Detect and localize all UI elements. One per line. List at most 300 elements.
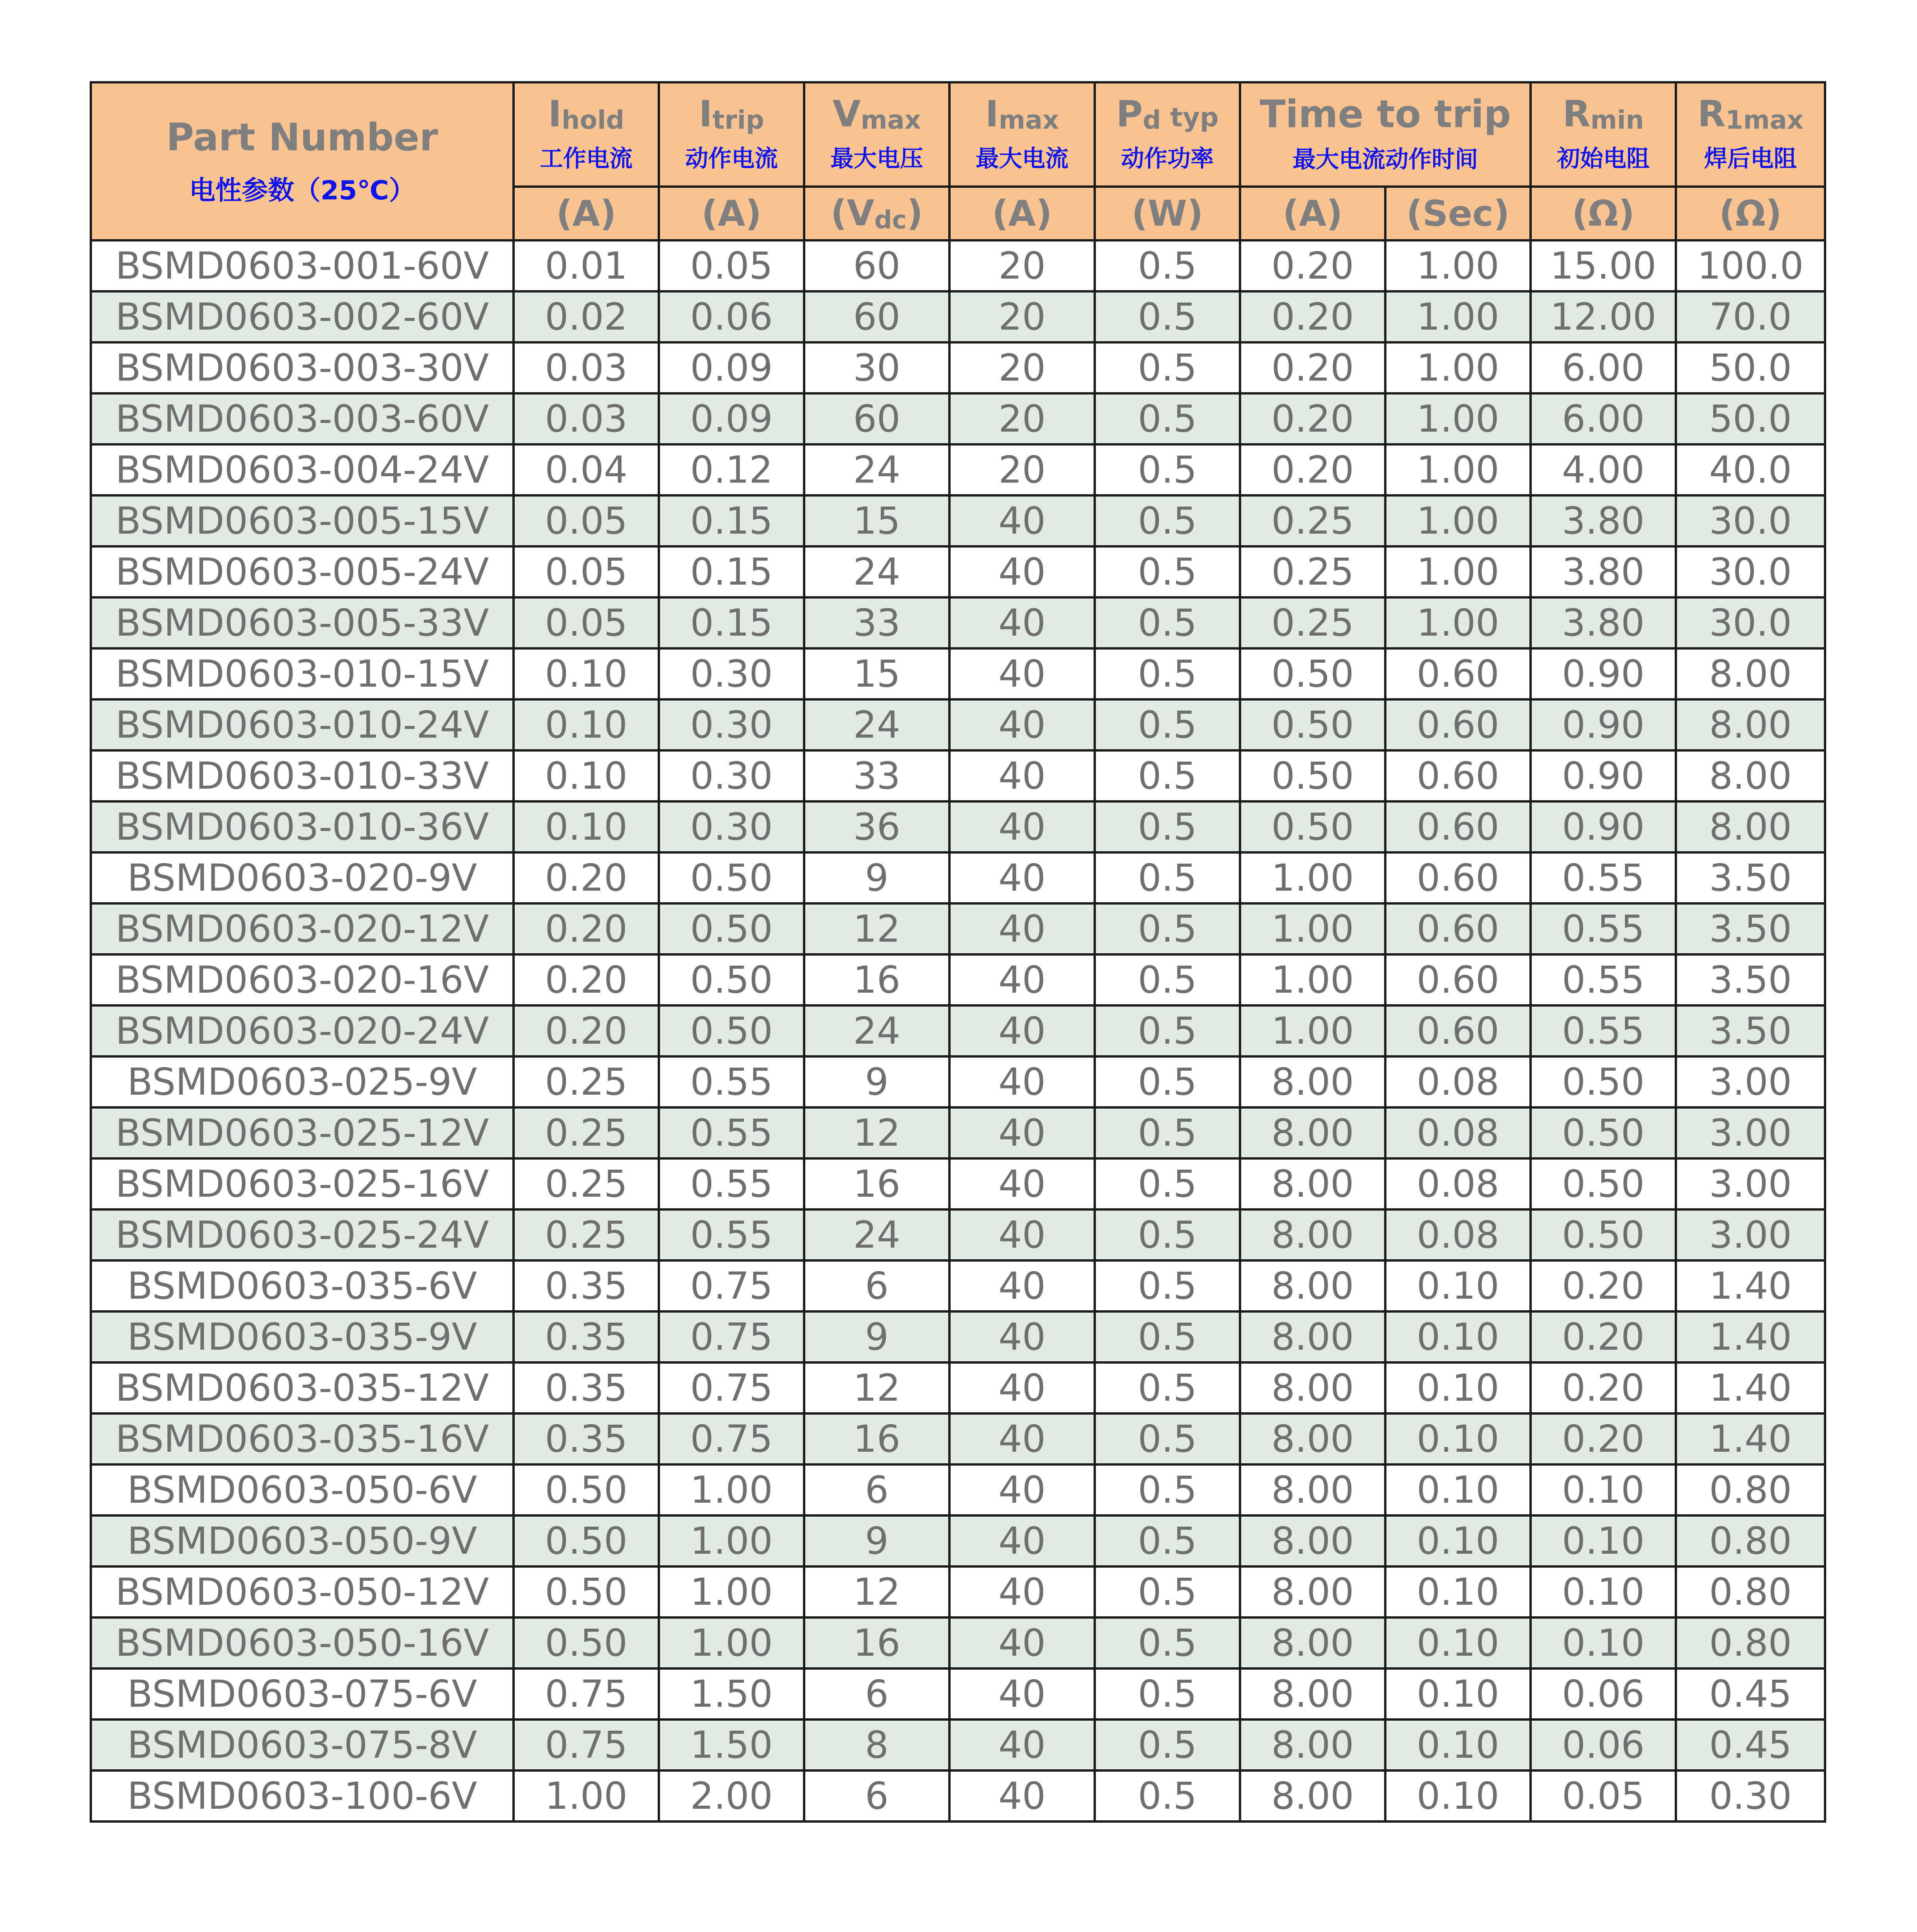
table-row <box>91 1464 1825 1515</box>
table-row <box>91 1617 1825 1668</box>
ihold-cell: 0.10 <box>514 801 659 852</box>
r1max-cell: 3.50 <box>1676 852 1825 903</box>
imax-cell: 40 <box>949 1770 1095 1821</box>
part-number-cell: BSMD0603-020-16V <box>91 954 514 1005</box>
part-number-cell: BSMD0603-005-15V <box>91 495 514 546</box>
rmin-cell: 0.50 <box>1531 1056 1676 1107</box>
vmax-cell: 24 <box>804 444 949 495</box>
rmin-cell: 0.50 <box>1531 1107 1676 1158</box>
imax-cell: 20 <box>949 342 1095 393</box>
rmin-cell: 0.05 <box>1531 1770 1676 1821</box>
vmax-cell: 12 <box>804 903 949 954</box>
itrip-cell: 0.55 <box>659 1107 804 1158</box>
vmax-cell: 6 <box>804 1668 949 1719</box>
ihold-cell: 0.10 <box>514 750 659 801</box>
vmax-cell: 9 <box>804 1056 949 1107</box>
pd-typ-label: typ <box>1161 102 1219 133</box>
imax-cell: 40 <box>949 1056 1095 1107</box>
table-row <box>91 1362 1825 1413</box>
rmin-cell: 0.55 <box>1531 903 1676 954</box>
ihold-cell: 0.02 <box>514 291 659 342</box>
imax-cell: 40 <box>949 801 1095 852</box>
pd-cell: 0.5 <box>1095 648 1240 699</box>
trip-current-cell: 8.00 <box>1240 1515 1385 1566</box>
r1max-unit: (Ω) <box>1676 187 1825 240</box>
part-number-cell: BSMD0603-005-24V <box>91 546 514 597</box>
rmin-cell: 12.00 <box>1531 291 1676 342</box>
ihold-cell: 0.25 <box>514 1209 659 1260</box>
pd-symbol: P <box>1116 93 1143 135</box>
trip-current-cell: 1.00 <box>1240 1005 1385 1056</box>
imax-cell: 40 <box>949 852 1095 903</box>
part-number-cell: BSMD0603-020-24V <box>91 1005 514 1056</box>
pd-cell: 0.5 <box>1095 1158 1240 1209</box>
imax-cell: 40 <box>949 1413 1095 1464</box>
rmin-symbol: R <box>1562 93 1591 135</box>
r1max-cell: 8.00 <box>1676 699 1825 750</box>
vmax-cell: 16 <box>804 1413 949 1464</box>
itrip-cell: 2.00 <box>659 1770 804 1821</box>
rmin-cell: 0.10 <box>1531 1566 1676 1617</box>
itrip-cell: 0.12 <box>659 444 804 495</box>
rmin-cell: 3.80 <box>1531 546 1676 597</box>
pd-cn-label: 动作功率 <box>1121 145 1214 173</box>
ihold-cell: 0.20 <box>514 903 659 954</box>
itrip-cell: 1.00 <box>659 1515 804 1566</box>
time-to-trip-seconds-unit: (Sec) <box>1385 187 1531 240</box>
pd-cell: 0.5 <box>1095 597 1240 648</box>
r1max-symbol: R <box>1697 93 1726 135</box>
vmax-cell: 60 <box>804 393 949 444</box>
imax-unit: (A) <box>949 187 1095 240</box>
table-row <box>91 750 1825 801</box>
table-row <box>91 1107 1825 1158</box>
pd-cell: 0.5 <box>1095 240 1240 291</box>
ihold-cell: 0.04 <box>514 444 659 495</box>
pd-cell: 0.5 <box>1095 750 1240 801</box>
part-number-cell: BSMD0603-010-24V <box>91 699 514 750</box>
r1max-cell: 0.80 <box>1676 1566 1825 1617</box>
rmin-cell: 0.90 <box>1531 699 1676 750</box>
rmin-cell: 0.20 <box>1531 1311 1676 1362</box>
trip-time-cell: 1.00 <box>1385 393 1531 444</box>
rmin-subscript: min <box>1590 105 1644 135</box>
pd-header <box>1095 82 1240 187</box>
vmax-subscript: max <box>861 105 921 135</box>
pd-cell: 0.5 <box>1095 1413 1240 1464</box>
itrip-cell: 0.55 <box>659 1056 804 1107</box>
pd-cell: 0.5 <box>1095 954 1240 1005</box>
r1max-cell: 3.50 <box>1676 1005 1825 1056</box>
trip-time-cell: 0.10 <box>1385 1515 1531 1566</box>
vmax-cell: 6 <box>804 1464 949 1515</box>
vmax-cell: 24 <box>804 699 949 750</box>
vmax-unit <box>804 187 949 240</box>
trip-time-cell: 0.10 <box>1385 1566 1531 1617</box>
trip-current-cell: 8.00 <box>1240 1770 1385 1821</box>
rmin-cell: 0.20 <box>1531 1260 1676 1311</box>
table-row <box>91 240 1825 291</box>
part-number-cell: BSMD0603-004-24V <box>91 444 514 495</box>
r1max-cell: 8.00 <box>1676 801 1825 852</box>
vmax-cell: 60 <box>804 240 949 291</box>
pd-cell: 0.5 <box>1095 1566 1240 1617</box>
rmin-cell: 3.80 <box>1531 597 1676 648</box>
trip-current-cell: 0.50 <box>1240 699 1385 750</box>
table-row <box>91 1668 1825 1719</box>
table-row <box>91 1311 1825 1362</box>
ihold-header <box>514 82 659 187</box>
itrip-cell: 1.50 <box>659 1668 804 1719</box>
rmin-cell: 0.06 <box>1531 1668 1676 1719</box>
trip-time-cell: 0.08 <box>1385 1107 1531 1158</box>
part-number-cell: BSMD0603-005-33V <box>91 597 514 648</box>
ihold-cell: 0.01 <box>514 240 659 291</box>
ihold-cell: 0.50 <box>514 1464 659 1515</box>
trip-current-cell: 8.00 <box>1240 1260 1385 1311</box>
ihold-cell: 0.50 <box>514 1566 659 1617</box>
ihold-cn-label: 工作电流 <box>540 145 633 173</box>
table-row <box>91 393 1825 444</box>
r1max-cell: 3.50 <box>1676 954 1825 1005</box>
imax-cell: 40 <box>949 1005 1095 1056</box>
ihold-cell: 0.05 <box>514 597 659 648</box>
part-number-cell: BSMD0603-003-30V <box>91 342 514 393</box>
itrip-cell: 0.30 <box>659 648 804 699</box>
imax-cell: 20 <box>949 393 1095 444</box>
vmax-unit-suffix: ) <box>907 192 923 234</box>
vmax-cell: 12 <box>804 1107 949 1158</box>
trip-time-cell: 0.08 <box>1385 1056 1531 1107</box>
rmin-cell: 0.90 <box>1531 750 1676 801</box>
trip-time-cell: 0.08 <box>1385 1209 1531 1260</box>
table-row <box>91 444 1825 495</box>
ptc-spec-table <box>90 81 1826 1823</box>
imax-cell: 20 <box>949 291 1095 342</box>
rmin-cell: 15.00 <box>1531 240 1676 291</box>
ihold-cell: 0.50 <box>514 1515 659 1566</box>
r1max-cell: 1.40 <box>1676 1311 1825 1362</box>
table-row <box>91 699 1825 750</box>
trip-time-cell: 1.00 <box>1385 291 1531 342</box>
part-number-cell: BSMD0603-050-16V <box>91 1617 514 1668</box>
pd-cell: 0.5 <box>1095 903 1240 954</box>
trip-time-cell: 0.10 <box>1385 1311 1531 1362</box>
ihold-cell: 0.20 <box>514 852 659 903</box>
imax-cell: 20 <box>949 444 1095 495</box>
part-number-cell: BSMD0603-003-60V <box>91 393 514 444</box>
ihold-cell: 0.10 <box>514 648 659 699</box>
r1max-cell: 3.00 <box>1676 1056 1825 1107</box>
trip-time-cell: 0.10 <box>1385 1260 1531 1311</box>
vmax-symbol: V <box>832 93 861 135</box>
trip-current-cell: 0.25 <box>1240 597 1385 648</box>
itrip-cell: 0.15 <box>659 597 804 648</box>
imax-cell: 40 <box>949 546 1095 597</box>
r1max-cell: 0.45 <box>1676 1719 1825 1770</box>
trip-current-cell: 8.00 <box>1240 1464 1385 1515</box>
imax-cell: 40 <box>949 1464 1095 1515</box>
rmin-cell: 0.55 <box>1531 1005 1676 1056</box>
ihold-cell: 0.75 <box>514 1668 659 1719</box>
itrip-cell: 0.30 <box>659 699 804 750</box>
table-row <box>91 546 1825 597</box>
ihold-cell: 0.25 <box>514 1056 659 1107</box>
ihold-cell: 0.05 <box>514 495 659 546</box>
pd-cell: 0.5 <box>1095 852 1240 903</box>
time-to-trip-cn-label: 最大电流动作时间 <box>1293 146 1478 173</box>
r1max-cell: 3.00 <box>1676 1209 1825 1260</box>
pd-cell: 0.5 <box>1095 1362 1240 1413</box>
trip-time-cell: 1.00 <box>1385 597 1531 648</box>
table-row <box>91 495 1825 546</box>
pd-cell: 0.5 <box>1095 1515 1240 1566</box>
pd-cell: 0.5 <box>1095 342 1240 393</box>
rmin-header <box>1531 82 1676 187</box>
r1max-cell: 8.00 <box>1676 648 1825 699</box>
imax-cell: 20 <box>949 240 1095 291</box>
rmin-cell: 0.06 <box>1531 1719 1676 1770</box>
itrip-cell: 0.30 <box>659 750 804 801</box>
trip-current-cell: 0.50 <box>1240 801 1385 852</box>
ihold-cell: 0.10 <box>514 699 659 750</box>
part-number-header <box>91 82 514 240</box>
imax-cell: 40 <box>949 1260 1095 1311</box>
table-row <box>91 1056 1825 1107</box>
r1max-cell: 3.00 <box>1676 1158 1825 1209</box>
r1max-subscript: 1max <box>1725 105 1804 135</box>
header-row-top <box>91 82 1825 187</box>
table-row <box>91 1005 1825 1056</box>
table-row <box>91 1158 1825 1209</box>
trip-current-cell: 8.00 <box>1240 1362 1385 1413</box>
imax-cell: 40 <box>949 699 1095 750</box>
trip-time-cell: 1.00 <box>1385 444 1531 495</box>
itrip-cell: 0.75 <box>659 1413 804 1464</box>
imax-cell: 40 <box>949 750 1095 801</box>
imax-cell: 40 <box>949 495 1095 546</box>
r1max-cell: 0.80 <box>1676 1464 1825 1515</box>
rmin-cell: 6.00 <box>1531 342 1676 393</box>
rmin-cell: 3.80 <box>1531 495 1676 546</box>
itrip-cell: 0.09 <box>659 393 804 444</box>
imax-cell: 40 <box>949 597 1095 648</box>
table-row <box>91 801 1825 852</box>
ihold-cell: 1.00 <box>514 1770 659 1821</box>
itrip-header <box>659 82 804 187</box>
trip-current-cell: 8.00 <box>1240 1107 1385 1158</box>
table-row <box>91 648 1825 699</box>
ihold-cell: 0.25 <box>514 1158 659 1209</box>
part-number-cell: BSMD0603-025-16V <box>91 1158 514 1209</box>
part-number-subtitle: 电性参数（25℃） <box>189 175 415 206</box>
part-number-cell: BSMD0603-010-33V <box>91 750 514 801</box>
r1max-cell: 1.40 <box>1676 1260 1825 1311</box>
table-row <box>91 1413 1825 1464</box>
r1max-cell: 100.0 <box>1676 240 1825 291</box>
rmin-cell: 0.10 <box>1531 1464 1676 1515</box>
ihold-cell: 0.35 <box>514 1260 659 1311</box>
imax-cell: 40 <box>949 1158 1095 1209</box>
trip-time-cell: 0.60 <box>1385 699 1531 750</box>
imax-cell: 40 <box>949 648 1095 699</box>
r1max-cell: 3.00 <box>1676 1107 1825 1158</box>
imax-header <box>949 82 1095 187</box>
part-number-cell: BSMD0603-020-9V <box>91 852 514 903</box>
r1max-cell: 0.80 <box>1676 1617 1825 1668</box>
trip-current-cell: 8.00 <box>1240 1056 1385 1107</box>
itrip-cell: 0.55 <box>659 1158 804 1209</box>
pd-cell: 0.5 <box>1095 393 1240 444</box>
pd-cell: 0.5 <box>1095 1617 1240 1668</box>
rmin-cell: 4.00 <box>1531 444 1676 495</box>
vmax-cell: 33 <box>804 597 949 648</box>
itrip-cell: 0.75 <box>659 1311 804 1362</box>
ihold-cell: 0.35 <box>514 1413 659 1464</box>
trip-time-cell: 0.60 <box>1385 903 1531 954</box>
trip-current-cell: 0.20 <box>1240 240 1385 291</box>
trip-current-cell: 8.00 <box>1240 1209 1385 1260</box>
vmax-header <box>804 82 949 187</box>
trip-current-cell: 8.00 <box>1240 1668 1385 1719</box>
part-number-cell: BSMD0603-020-12V <box>91 903 514 954</box>
table-row <box>91 903 1825 954</box>
trip-current-cell: 0.25 <box>1240 495 1385 546</box>
trip-current-cell: 0.20 <box>1240 444 1385 495</box>
table-row <box>91 1770 1825 1821</box>
trip-current-cell: 0.50 <box>1240 648 1385 699</box>
vmax-cell: 9 <box>804 852 949 903</box>
imax-cell: 40 <box>949 1311 1095 1362</box>
part-number-cell: BSMD0603-035-9V <box>91 1311 514 1362</box>
itrip-subscript: trip <box>712 105 764 135</box>
itrip-symbol: I <box>699 93 713 135</box>
pd-cell: 0.5 <box>1095 801 1240 852</box>
rmin-cell: 0.20 <box>1531 1413 1676 1464</box>
vmax-cell: 6 <box>804 1260 949 1311</box>
itrip-cell: 0.09 <box>659 342 804 393</box>
itrip-cell: 1.00 <box>659 1464 804 1515</box>
itrip-cell: 0.50 <box>659 954 804 1005</box>
vmax-cell: 16 <box>804 1617 949 1668</box>
part-number-cell: BSMD0603-035-16V <box>91 1413 514 1464</box>
trip-time-cell: 0.10 <box>1385 1770 1531 1821</box>
r1max-cell: 0.30 <box>1676 1770 1825 1821</box>
vmax-cell: 30 <box>804 342 949 393</box>
rmin-cell: 0.90 <box>1531 648 1676 699</box>
imax-subscript: max <box>998 105 1059 135</box>
trip-current-cell: 0.20 <box>1240 342 1385 393</box>
trip-current-cell: 0.20 <box>1240 393 1385 444</box>
imax-cell: 40 <box>949 1566 1095 1617</box>
itrip-cell: 0.05 <box>659 240 804 291</box>
imax-cell: 40 <box>949 1668 1095 1719</box>
trip-time-cell: 1.00 <box>1385 342 1531 393</box>
rmin-cell: 0.90 <box>1531 801 1676 852</box>
trip-time-cell: 1.00 <box>1385 546 1531 597</box>
imax-symbol: I <box>985 93 999 135</box>
table-row <box>91 1566 1825 1617</box>
r1max-cell: 30.0 <box>1676 597 1825 648</box>
part-number-cell: BSMD0603-025-12V <box>91 1107 514 1158</box>
r1max-cell: 3.50 <box>1676 903 1825 954</box>
trip-time-cell: 0.60 <box>1385 852 1531 903</box>
pd-cell: 0.5 <box>1095 699 1240 750</box>
pd-subscript: d <box>1143 105 1161 135</box>
trip-time-cell: 1.00 <box>1385 495 1531 546</box>
time-to-trip-header <box>1240 82 1531 187</box>
itrip-cn-label: 动作电流 <box>685 145 778 173</box>
part-number-cell: BSMD0603-025-24V <box>91 1209 514 1260</box>
vmax-cell: 12 <box>804 1566 949 1617</box>
r1max-cell: 30.0 <box>1676 495 1825 546</box>
vmax-unit-subscript: dc <box>874 206 907 235</box>
table-row <box>91 1260 1825 1311</box>
trip-current-cell: 8.00 <box>1240 1617 1385 1668</box>
pd-cell: 0.5 <box>1095 1311 1240 1362</box>
trip-time-cell: 0.60 <box>1385 1005 1531 1056</box>
trip-current-cell: 8.00 <box>1240 1719 1385 1770</box>
itrip-cell: 0.55 <box>659 1209 804 1260</box>
r1max-cell: 40.0 <box>1676 444 1825 495</box>
rmin-cn-label: 初始电阻 <box>1557 145 1650 173</box>
imax-cell: 40 <box>949 903 1095 954</box>
part-number-cell: BSMD0603-025-9V <box>91 1056 514 1107</box>
ihold-cell: 0.75 <box>514 1719 659 1770</box>
imax-cn-label: 最大电流 <box>976 145 1068 173</box>
pd-cell: 0.5 <box>1095 1668 1240 1719</box>
trip-current-cell: 0.25 <box>1240 546 1385 597</box>
vmax-cell: 9 <box>804 1515 949 1566</box>
itrip-cell: 0.75 <box>659 1362 804 1413</box>
vmax-cell: 16 <box>804 954 949 1005</box>
table-row <box>91 291 1825 342</box>
itrip-cell: 0.50 <box>659 1005 804 1056</box>
imax-cell: 40 <box>949 1515 1095 1566</box>
r1max-cn-label: 焊后电阻 <box>1704 145 1797 173</box>
vmax-cell: 15 <box>804 495 949 546</box>
pd-cell: 0.5 <box>1095 1770 1240 1821</box>
table-row <box>91 1719 1825 1770</box>
ihold-cell: 0.05 <box>514 546 659 597</box>
r1max-cell: 8.00 <box>1676 750 1825 801</box>
pd-cell: 0.5 <box>1095 291 1240 342</box>
trip-current-cell: 1.00 <box>1240 852 1385 903</box>
itrip-cell: 0.50 <box>659 903 804 954</box>
part-number-cell: BSMD0603-050-6V <box>91 1464 514 1515</box>
trip-current-cell: 8.00 <box>1240 1311 1385 1362</box>
rmin-cell: 0.55 <box>1531 954 1676 1005</box>
vmax-cell: 60 <box>804 291 949 342</box>
table-row <box>91 852 1825 903</box>
ihold-symbol: I <box>548 93 562 135</box>
ihold-cell: 0.20 <box>514 1005 659 1056</box>
pd-cell: 0.5 <box>1095 495 1240 546</box>
time-to-trip-current-unit: (A) <box>1240 187 1385 240</box>
vmax-cell: 8 <box>804 1719 949 1770</box>
pd-cell: 0.5 <box>1095 1107 1240 1158</box>
trip-time-cell: 0.60 <box>1385 954 1531 1005</box>
vmax-cell: 24 <box>804 1209 949 1260</box>
rmin-cell: 0.10 <box>1531 1617 1676 1668</box>
imax-cell: 40 <box>949 1209 1095 1260</box>
imax-cell: 40 <box>949 954 1095 1005</box>
itrip-cell: 0.06 <box>659 291 804 342</box>
table-row <box>91 597 1825 648</box>
vmax-cell: 24 <box>804 546 949 597</box>
table-row <box>91 1209 1825 1260</box>
r1max-cell: 0.80 <box>1676 1515 1825 1566</box>
